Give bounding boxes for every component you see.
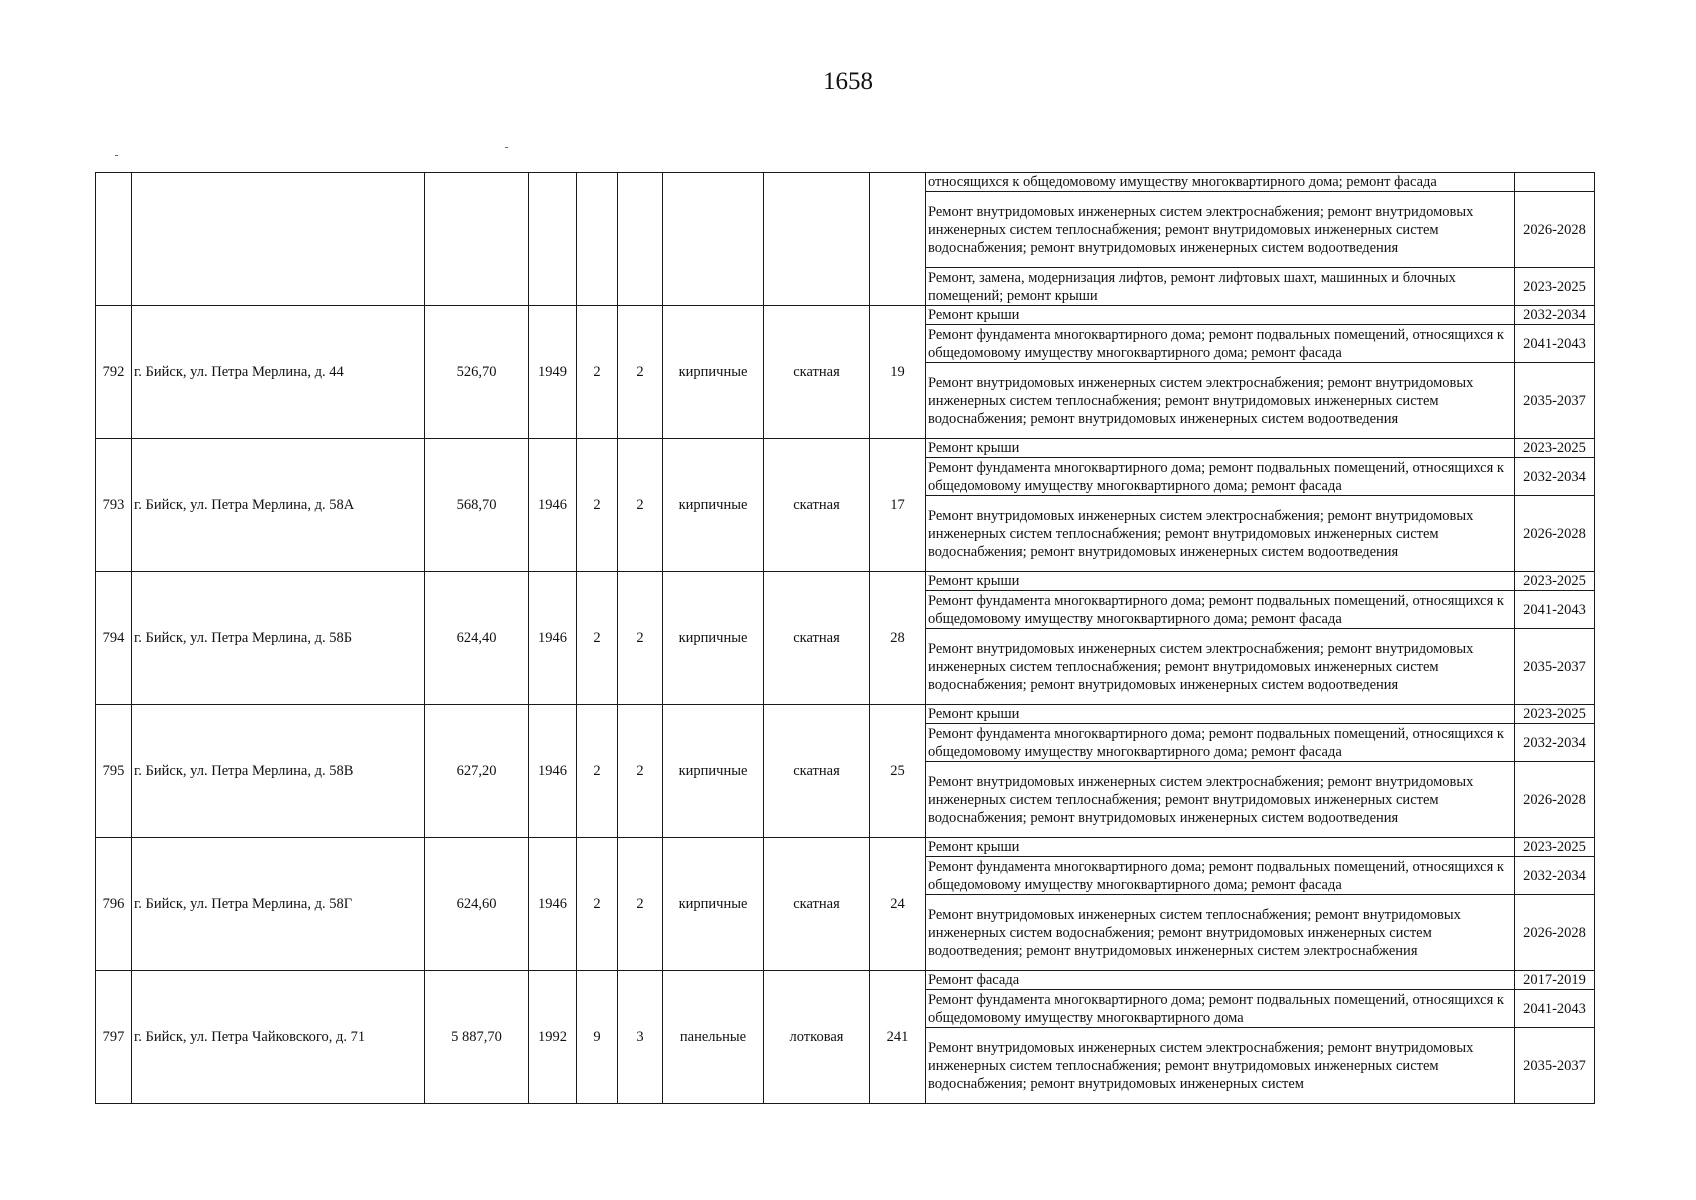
work-period: 2032-2034 — [1515, 857, 1595, 895]
work-period: 2035-2037 — [1515, 629, 1595, 705]
empty-cell — [618, 173, 663, 306]
floor-count: 9 — [577, 971, 618, 1104]
build-year: 1946 — [529, 838, 577, 971]
work-period: 2032-2034 — [1515, 724, 1595, 762]
work-description: Ремонт крыши — [926, 838, 1515, 857]
work-period: 2035-2037 — [1515, 1028, 1595, 1104]
floor-count: 2 — [577, 439, 618, 572]
work-description: Ремонт внутридомовых инженерных систем электроснабжения; ремонт внутридомовых инженерных систем теплоснабжения; ремонт внутридомовых инженерных систем водоснабжения; ремонт внутридомовых инженерных систем — [926, 1028, 1515, 1104]
row-number: 794 — [96, 572, 132, 705]
wall-material: кирпичные — [663, 439, 764, 572]
building-row — [96, 439, 1595, 458]
work-period: 2026-2028 — [1515, 192, 1595, 268]
work-period: 2026-2028 — [1515, 496, 1595, 572]
roof-type: скатная — [764, 838, 870, 971]
building-address: г. Бийск, ул. Петра Мерлина, д. 58Б — [132, 572, 425, 705]
building-row — [96, 838, 1595, 857]
building-row — [96, 971, 1595, 990]
work-description: Ремонт фасада — [926, 971, 1515, 990]
building-area: 526,70 — [425, 306, 529, 439]
wall-material: кирпичные — [663, 705, 764, 838]
resident-count: 24 — [870, 838, 926, 971]
entrance-count: 3 — [618, 971, 663, 1104]
work-description: Ремонт фундамента многоквартирного дома; ремонт подвальных помещений, относящихся к общедомовому имуществу многоквартирного дома; ремонт фасада — [926, 325, 1515, 363]
resident-count: 25 — [870, 705, 926, 838]
resident-count: 241 — [870, 971, 926, 1104]
work-description: Ремонт внутридомовых инженерных систем электроснабжения; ремонт внутридомовых инженерных систем теплоснабжения; ремонт внутридомовых инженерных систем водоснабжения; ремонт внутридомовых инженерных систем водоотведения — [926, 363, 1515, 439]
work-description: Ремонт крыши — [926, 439, 1515, 458]
building-address: г. Бийск, ул. Петра Мерлина, д. 58Г — [132, 838, 425, 971]
work-period: 2023-2025 — [1515, 705, 1595, 724]
roof-type: скатная — [764, 572, 870, 705]
entrance-count: 2 — [618, 838, 663, 971]
scan-mark — [115, 155, 118, 156]
wall-material: кирпичные — [663, 306, 764, 439]
roof-type: скатная — [764, 705, 870, 838]
work-period: 2023-2025 — [1515, 268, 1595, 306]
work-description: Ремонт фундамента многоквартирного дома; ремонт подвальных помещений, относящихся к общедомовому имуществу многоквартирного дома; ремонт фасада — [926, 857, 1515, 895]
entrance-count: 2 — [618, 439, 663, 572]
work-description: Ремонт фундамента многоквартирного дома; ремонт подвальных помещений, относящихся к общедомовому имуществу многоквартирного дома — [926, 990, 1515, 1028]
entrance-count: 2 — [618, 572, 663, 705]
wall-material: панельные — [663, 971, 764, 1104]
work-description: Ремонт внутридомовых инженерных систем электроснабжения; ремонт внутридомовых инженерных систем теплоснабжения; ремонт внутридомовых инженерных систем водоснабжения; ремонт внутридомовых инженерных систем водоотведения — [926, 629, 1515, 705]
building-address: г. Бийск, ул. Петра Мерлина, д. 58В — [132, 705, 425, 838]
building-row — [96, 572, 1595, 591]
row-number: 792 — [96, 306, 132, 439]
work-description: Ремонт внутридомовых инженерных систем теплоснабжения; ремонт внутридомовых инженерных систем водоснабжения; ремонт внутридомовых инженерных систем водоотведения; ремонт внутридомовых инженерных систем электроснабжения — [926, 895, 1515, 971]
work-description: Ремонт внутридомовых инженерных систем электроснабжения; ремонт внутридомовых инженерных систем теплоснабжения; ремонт внутридомовых инженерных систем водоснабжения; ремонт внутридомовых инженерных систем водоотведения — [926, 496, 1515, 572]
floor-count: 2 — [577, 705, 618, 838]
building-area: 568,70 — [425, 439, 529, 572]
empty-cell — [870, 173, 926, 306]
work-period: 2017-2019 — [1515, 971, 1595, 990]
wall-material: кирпичные — [663, 838, 764, 971]
continuation-row — [96, 173, 1595, 192]
work-period: 2023-2025 — [1515, 838, 1595, 857]
row-number: 795 — [96, 705, 132, 838]
work-description: Ремонт, замена, модернизация лифтов, ремонт лифтовых шахт, машинных и блочных помещений; ремонт крыши — [926, 268, 1515, 306]
scan-mark — [505, 147, 508, 148]
building-address: г. Бийск, ул. Петра Мерлина, д. 44 — [132, 306, 425, 439]
page-number: 1658 — [823, 68, 873, 95]
work-period: 2041-2043 — [1515, 325, 1595, 363]
work-description: Ремонт крыши — [926, 572, 1515, 591]
work-period: 2032-2034 — [1515, 458, 1595, 496]
empty-cell — [96, 173, 132, 306]
floor-count: 2 — [577, 306, 618, 439]
building-address: г. Бийск, ул. Петра Чайковского, д. 71 — [132, 971, 425, 1104]
building-area: 627,20 — [425, 705, 529, 838]
building-row — [96, 705, 1595, 724]
building-area: 624,60 — [425, 838, 529, 971]
row-number: 793 — [96, 439, 132, 572]
work-description: Ремонт фундамента многоквартирного дома; ремонт подвальных помещений, относящихся к общедомовому имуществу многоквартирного дома; ремонт фасада — [926, 724, 1515, 762]
work-period: 2035-2037 — [1515, 363, 1595, 439]
work-description: Ремонт фундамента многоквартирного дома; ремонт подвальных помещений, относящихся к общедомовому имуществу многоквартирного дома; ремонт фасада — [926, 458, 1515, 496]
empty-cell — [764, 173, 870, 306]
building-area: 624,40 — [425, 572, 529, 705]
roof-type: скатная — [764, 306, 870, 439]
building-address: г. Бийск, ул. Петра Мерлина, д. 58А — [132, 439, 425, 572]
housing-register-table — [95, 172, 1595, 1104]
entrance-count: 2 — [618, 705, 663, 838]
row-number: 796 — [96, 838, 132, 971]
build-year: 1949 — [529, 306, 577, 439]
resident-count: 17 — [870, 439, 926, 572]
work-period: 2041-2043 — [1515, 990, 1595, 1028]
empty-cell — [132, 173, 425, 306]
build-year: 1992 — [529, 971, 577, 1104]
table-body — [96, 173, 1595, 1104]
floor-count: 2 — [577, 838, 618, 971]
work-period: 2032-2034 — [1515, 306, 1595, 325]
work-period: 2026-2028 — [1515, 895, 1595, 971]
work-period: 2041-2043 — [1515, 591, 1595, 629]
roof-type: скатная — [764, 439, 870, 572]
building-area: 5 887,70 — [425, 971, 529, 1104]
empty-cell — [529, 173, 577, 306]
empty-cell — [425, 173, 529, 306]
work-period: 2026-2028 — [1515, 762, 1595, 838]
row-number: 797 — [96, 971, 132, 1104]
empty-cell — [577, 173, 618, 306]
floor-count: 2 — [577, 572, 618, 705]
work-description: Ремонт фундамента многоквартирного дома; ремонт подвальных помещений, относящихся к общедомовому имуществу многоквартирного дома; ремонт фасада — [926, 591, 1515, 629]
work-description: Ремонт внутридомовых инженерных систем электроснабжения; ремонт внутридомовых инженерных систем теплоснабжения; ремонт внутридомовых инженерных систем водоснабжения; ремонт внутридомовых инженерных систем водоотведения — [926, 192, 1515, 268]
work-description: Ремонт крыши — [926, 306, 1515, 325]
work-period: 2023-2025 — [1515, 572, 1595, 591]
build-year: 1946 — [529, 572, 577, 705]
build-year: 1946 — [529, 439, 577, 572]
wall-material: кирпичные — [663, 572, 764, 705]
resident-count: 28 — [870, 572, 926, 705]
entrance-count: 2 — [618, 306, 663, 439]
work-description: Ремонт крыши — [926, 705, 1515, 724]
work-period — [1515, 173, 1595, 192]
empty-cell — [663, 173, 764, 306]
resident-count: 19 — [870, 306, 926, 439]
work-period: 2023-2025 — [1515, 439, 1595, 458]
building-row — [96, 306, 1595, 325]
work-description: Ремонт внутридомовых инженерных систем электроснабжения; ремонт внутридомовых инженерных систем теплоснабжения; ремонт внутридомовых инженерных систем водоснабжения; ремонт внутридомовых инженерных систем водоотведения — [926, 762, 1515, 838]
work-description: относящихся к общедомовому имуществу многоквартирного дома; ремонт фасада — [926, 173, 1515, 192]
roof-type: лотковая — [764, 971, 870, 1104]
build-year: 1946 — [529, 705, 577, 838]
